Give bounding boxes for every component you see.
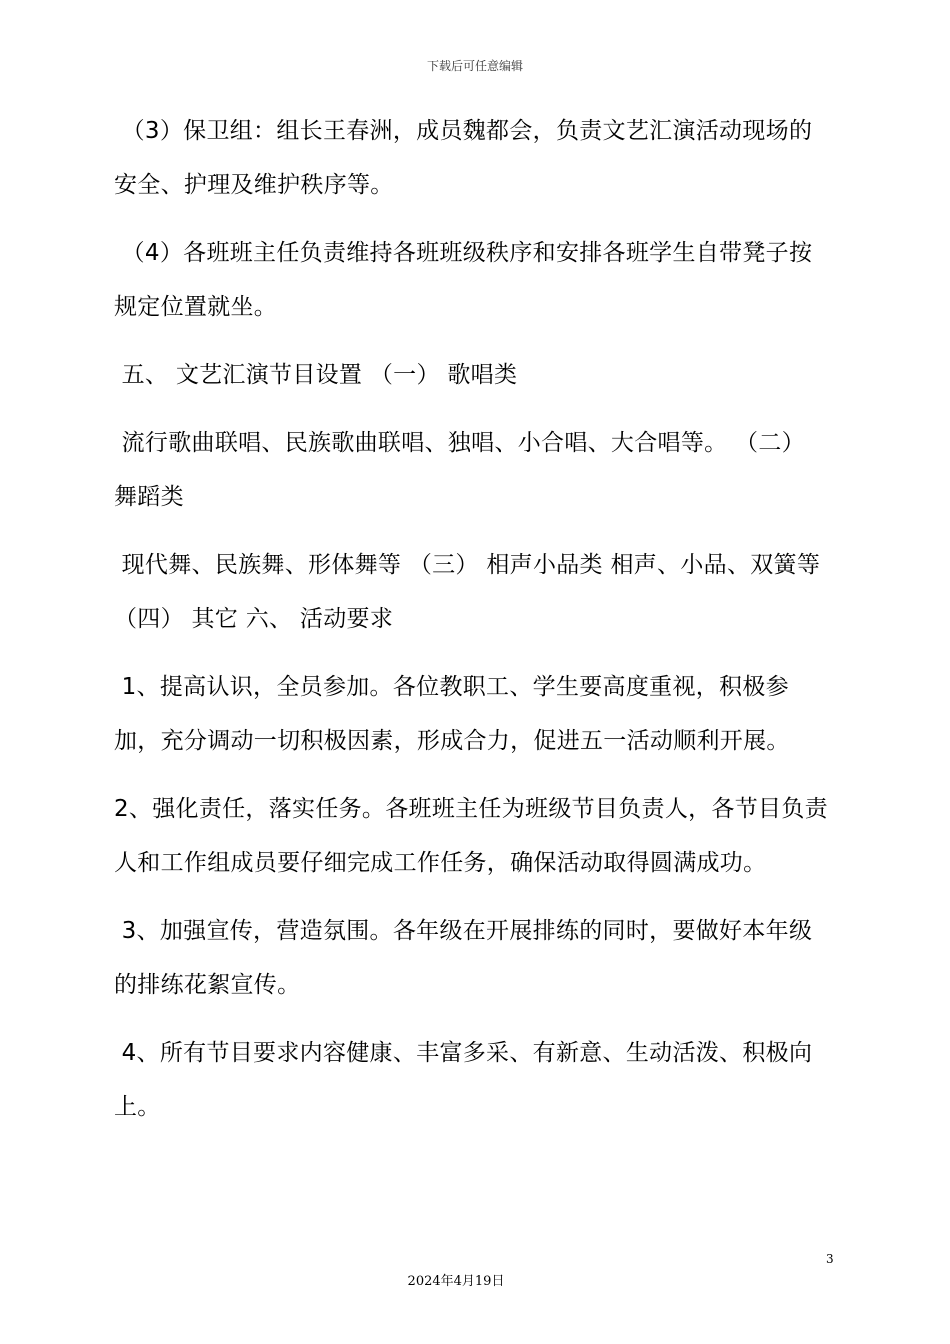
paragraph-requirement-1: 1、提高认识，全员参加。各位教职工、学生要高度重视，积极参加，充分调动一切积极因素，形成合力，促进五一活动顺利开展。 — [114, 674, 790, 754]
paragraph-dance-items: 现代舞、民族舞、形体舞等 （三） 相声小品类 相声、小品、双簧等 （四） 其它 六、 活动要求 — [114, 552, 828, 632]
paragraph-security-group: （3）保卫组：组长王春洲，成员魏都会，负责文艺汇演活动现场的安全、护理及维护秩序等。 — [114, 118, 813, 198]
paragraph-requirement-2: 2、强化责任，落实任务。各班班主任为班级节目负责人，各节目负责人和工作组成员要仔细完成工作任务，确保活动取得圆满成功。 — [114, 796, 828, 876]
paragraph-class-teachers: （4）各班班主任负责维持各班班级秩序和安排各班学生自带凳子按规定位置就坐。 — [114, 240, 813, 320]
page-number: 3 — [826, 1252, 834, 1266]
footer-date: 2024年4月19日 — [407, 1274, 505, 1289]
header-note: 下载后可任意编辑 — [426, 59, 523, 73]
paragraph-requirement-4: 4、所有节目要求内容健康、丰富多采、有新意、生动活泼、积极向上。 — [114, 1040, 813, 1120]
paragraph-singing-items: 流行歌曲联唱、民族歌曲联唱、独唱、小合唱、大合唱等。 （二） 舞蹈类 — [114, 430, 813, 510]
paragraph-program-settings: 五、 文艺汇演节目设置 （一） 歌唱类 — [114, 362, 518, 388]
paragraph-requirement-3: 3、加强宣传，营造氛围。各年级在开展排练的同时，要做好本年级的排练花絮宣传。 — [114, 918, 813, 998]
document-body — [114, 104, 834, 1148]
